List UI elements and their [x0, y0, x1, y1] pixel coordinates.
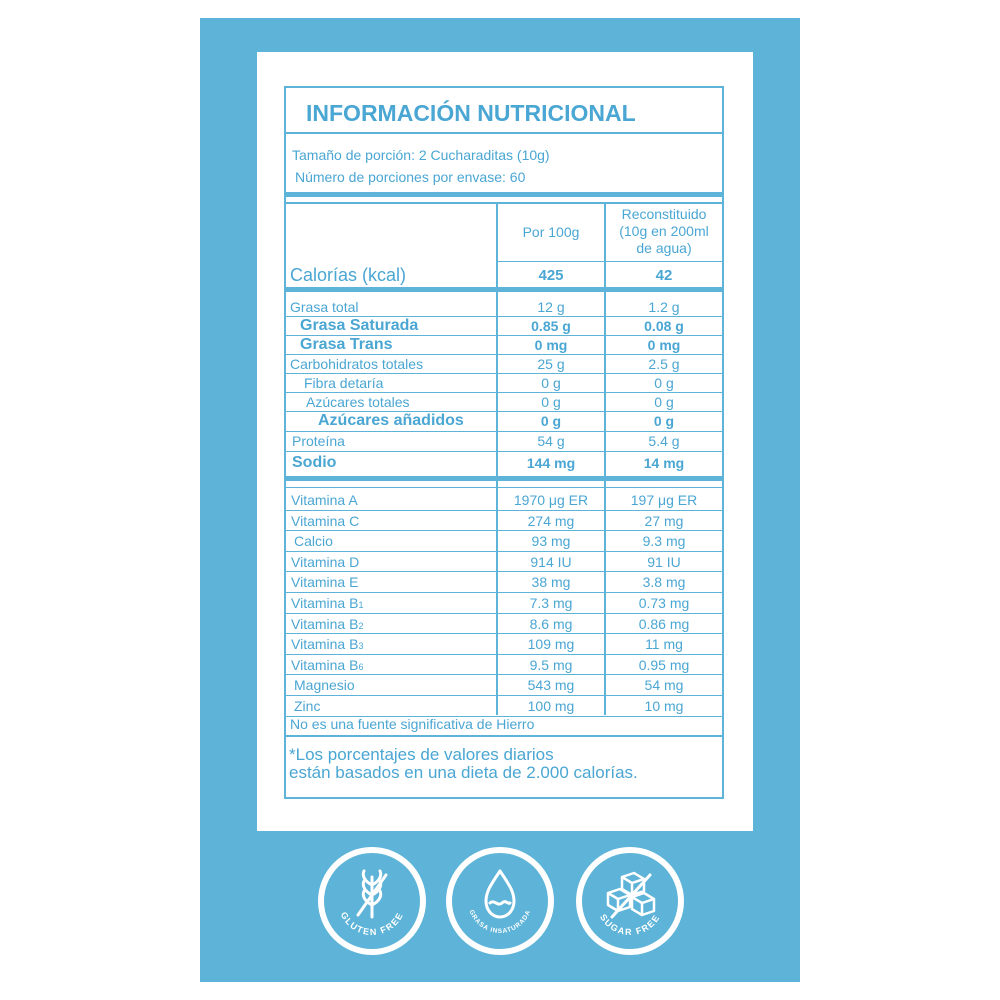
vitamin-per100: 100 mg: [527, 698, 575, 714]
divider-thick: [284, 287, 724, 292]
vitamin-name-text: Vitamina A: [291, 492, 358, 508]
divider-thick: [284, 476, 724, 481]
vitamin-name-text: Vitamina E: [291, 574, 359, 591]
nutrient-reconst: 2.5 g: [648, 355, 680, 372]
nutrient-name: Azúcares añadidos: [318, 412, 464, 429]
vitamin-per100: 543 mg: [527, 677, 575, 694]
row-divider: [284, 571, 724, 572]
vitamin-per100: 274 mg: [527, 512, 575, 529]
row-divider: [284, 592, 724, 593]
vitamin-name: [291, 555, 359, 569]
vitamin-per100: 93 mg: [531, 533, 571, 550]
nutrient-per100: 0.85 g: [531, 317, 571, 334]
column-header-per100: Por 100g: [522, 224, 580, 240]
vitamin-name-text: Vitamina D: [291, 553, 360, 570]
vitamin-name-text: Vitamina B: [291, 595, 359, 611]
sugar-cubes-crossed-icon: [576, 847, 684, 955]
vitamin-subscript: 1: [358, 600, 364, 610]
calories-reconst: 42: [655, 267, 673, 284]
vitamin-per100: 8.6 mg: [529, 615, 573, 632]
grasa-insaturada-badge: [446, 847, 554, 955]
vitamin-name: [291, 658, 363, 672]
vitamin-reconst: 0.95 mg: [638, 656, 690, 673]
nutrient-reconst: 5.4 g: [648, 433, 680, 449]
row-divider: [284, 354, 724, 355]
nutrient-reconst: 1.2 g: [648, 298, 680, 315]
vitamin-name: [291, 575, 358, 589]
label-title: INFORMACIÓN NUTRICIONAL: [306, 100, 636, 126]
nutrient-per100: 144 mg: [526, 455, 576, 471]
vitamin-per100: 38 mg: [531, 574, 571, 591]
iron-note: No es una fuente significativa de Hierro: [290, 716, 535, 732]
vitamin-subscript: 3: [358, 641, 364, 652]
svg-text:GRASA INSATURADA: [468, 909, 533, 935]
vitamin-name: [291, 514, 359, 528]
vitamin-reconst: 3.8 mg: [642, 574, 686, 591]
row-divider: [284, 613, 724, 614]
vitamin-name: [291, 493, 358, 507]
vitamin-reconst: 197 μg ER: [630, 492, 698, 508]
nutrient-per100: 0 g: [541, 374, 561, 391]
vitamin-name-text: Calcio: [294, 533, 333, 550]
drop-icon: [446, 847, 554, 955]
vitamin-name-text: Vitamina B: [291, 656, 359, 673]
nutrient-name: Grasa total: [290, 298, 359, 315]
footnote-line-2: están basados en una dieta de 2.000 calorías.: [289, 763, 638, 782]
vitamin-per100: 1970 μg ER: [513, 492, 589, 508]
nutrient-per100: 0 g: [540, 413, 562, 429]
nutrient-reconst: 0 mg: [647, 336, 681, 353]
row-divider: [284, 633, 724, 634]
vitamin-reconst: 27 mg: [644, 512, 684, 529]
calories-label: Calorías (kcal): [290, 265, 407, 285]
vitamin-subscript: 6: [358, 661, 364, 672]
vitamin-name: [291, 637, 363, 651]
nutrient-name: Proteína: [292, 433, 345, 449]
vitamin-name-text: Vitamina C: [291, 512, 360, 529]
wheat-crossed-icon: [318, 847, 426, 955]
sugar-free-badge: [576, 847, 684, 955]
vitamin-reconst: 11 mg: [645, 636, 683, 653]
vitamin-reconst: 9.3 mg: [642, 533, 686, 550]
vitamin-subscript: 2: [358, 620, 364, 631]
grasa-insaturada-text: GRASA INSATURADA: [467, 908, 533, 936]
divider: [284, 735, 724, 737]
svg-text:SUGAR FREE: [598, 912, 662, 937]
nutrient-name: Sodio: [292, 454, 337, 471]
nutrient-name: Grasa Trans: [300, 335, 393, 353]
vitamin-per100: 7.3 mg: [529, 595, 573, 611]
row-divider: [284, 431, 724, 432]
vitamin-name: [294, 699, 320, 713]
divider: [497, 261, 724, 262]
vitamin-name-text: Magnesio: [294, 677, 355, 694]
row-divider: [284, 392, 724, 393]
divider: [284, 132, 724, 134]
nutrient-per100: 12 g: [537, 298, 565, 315]
nutrient-per100: 0 g: [541, 393, 561, 410]
row-divider: [284, 530, 724, 531]
vitamin-per100: 109 mg: [527, 636, 575, 653]
servings-per-container: Número de porciones por envase: 60: [295, 169, 526, 185]
vitamin-reconst: 54 mg: [644, 677, 684, 694]
vitamin-name: [291, 617, 363, 631]
sugar-free-text: SUGAR FREE: [597, 912, 663, 938]
nutrient-per100: 0 mg: [534, 336, 568, 353]
divider: [284, 487, 724, 488]
vitamin-per100: 914 IU: [530, 553, 572, 570]
gluten-free-text: GLUTEN FREE: [338, 910, 406, 938]
nutrient-name: Grasa Saturada: [300, 316, 419, 334]
nutrient-name: Azúcares totales: [306, 393, 410, 410]
vitamin-name: [294, 534, 333, 548]
column-header-reconst-3: de agua): [636, 240, 692, 256]
divider: [284, 202, 724, 204]
column-header-reconst-2: (10g en 200ml: [619, 223, 709, 239]
column-header-reconst-1: Reconstituido: [621, 206, 707, 222]
vitamin-reconst: 10 mg: [644, 698, 684, 714]
vitamin-name: [294, 678, 355, 692]
calories-per100: 425: [538, 267, 564, 284]
nutrient-name: Fibra detaría: [304, 374, 384, 391]
row-divider: [284, 695, 724, 696]
vitamin-name-text: Zinc: [294, 698, 321, 714]
vitamin-reconst: 0.86 mg: [638, 615, 690, 632]
nutrient-reconst: 0 g: [653, 413, 675, 429]
row-divider: [284, 510, 724, 511]
nutrient-reconst: 0 g: [654, 374, 674, 391]
serving-size: Tamaño de porción: 2 Cucharaditas (10g): [292, 147, 550, 163]
nutrient-per100: 25 g: [537, 355, 565, 372]
gluten-free-badge: [318, 847, 426, 955]
nutrient-reconst: 0.08 g: [644, 317, 684, 334]
row-divider: [284, 654, 724, 655]
vitamin-name-text: Vitamina B: [291, 615, 359, 632]
row-divider: [284, 551, 724, 552]
nutrient-reconst: 14 mg: [643, 455, 685, 471]
vitamin-reconst: 91 IU: [647, 553, 681, 570]
vitamin-per100: 9.5 mg: [529, 656, 573, 673]
vitamin-name: [291, 596, 363, 610]
nutrient-per100: 54 g: [537, 433, 565, 449]
row-divider: [284, 373, 724, 374]
nutrient-name: Carbohidratos totales: [290, 355, 424, 372]
footnote-line-1: *Los porcentajes de valores diarios: [289, 745, 554, 764]
vitamin-name-text: Vitamina B: [291, 636, 359, 653]
row-divider: [284, 674, 724, 675]
divider-thick: [284, 192, 724, 197]
nutrient-reconst: 0 g: [654, 393, 674, 410]
row-divider: [284, 451, 724, 452]
vitamin-reconst: 0.73 mg: [638, 595, 690, 611]
